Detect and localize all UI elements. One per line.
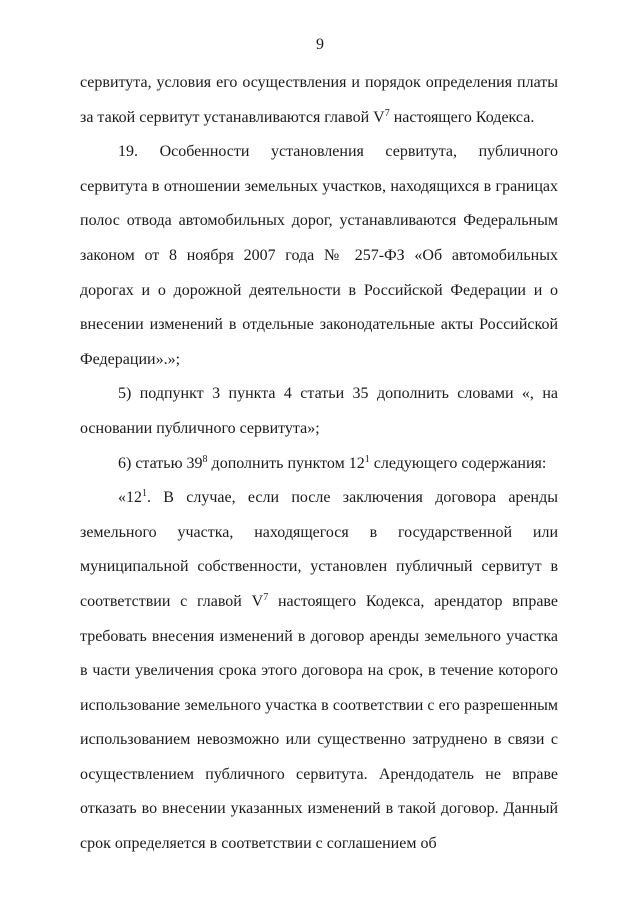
text-segment: настоящего Кодекса, арендатор вправе требовать внесения изменений в договор аренды земельного участка в части увеличения срока этого договора на срок, в течение которого использование земельного участка в соответствии с его разрешенным использованием невозможно или существенно затруднено в связи с осуществлением публичного сервитута. Арендодатель не вправе отказать во внесении указанных изменений в такой договор. Данный срок определяется в соответствии с соглашением об: [80, 592, 558, 853]
text-segment: дополнить пунктом 12: [207, 454, 365, 472]
text-segment: 5) подпункт 3 пункта 4 статьи 35 дополнить словами «, на основании публичного сервитута»;: [80, 385, 558, 437]
text-segment: 6) статью 39: [118, 454, 203, 472]
document-body: [80, 66, 558, 862]
paragraph-p2: [80, 135, 558, 377]
text-segment: настоящего Кодекса.: [389, 108, 535, 126]
superscript: 7: [384, 107, 390, 119]
paragraph-p5: [80, 481, 558, 862]
superscript: 1: [364, 453, 370, 465]
text-segment: 19. Особенности установления сервитута, публичного сервитута в отношении земельных участков, находящихся в границах полос отвода автомобильных дорог, устанавливаются Федеральным законом от 8 ноября 2007 года № 257-ФЗ «Об автомобильных дорогах и о дорожной деятельности в Российской Федерации и о внесении изменений в отдельные законодательные акты Российской Федерации».»;: [80, 143, 558, 368]
page-number: 9: [316, 36, 324, 53]
paragraph-p4: [80, 447, 558, 482]
text-segment: следующего содержания:: [369, 454, 547, 472]
text-segment: сервитута, условия его осуществления и порядок определения платы за такой сервитут устанавливаются главой V: [80, 74, 558, 126]
text-segment: «12: [118, 489, 142, 507]
superscript: 1: [142, 488, 147, 500]
superscript: 8: [202, 453, 208, 465]
superscript: 7: [263, 591, 269, 603]
text-segment: . В случае, если после заключения договора аренды земельного участка, находящегося в государственной или муниципальной собственности, установлен публичный сервитут в соответствии с главой V: [80, 489, 558, 610]
paragraph-p3: [80, 377, 558, 446]
paragraph-p1: [80, 66, 558, 135]
